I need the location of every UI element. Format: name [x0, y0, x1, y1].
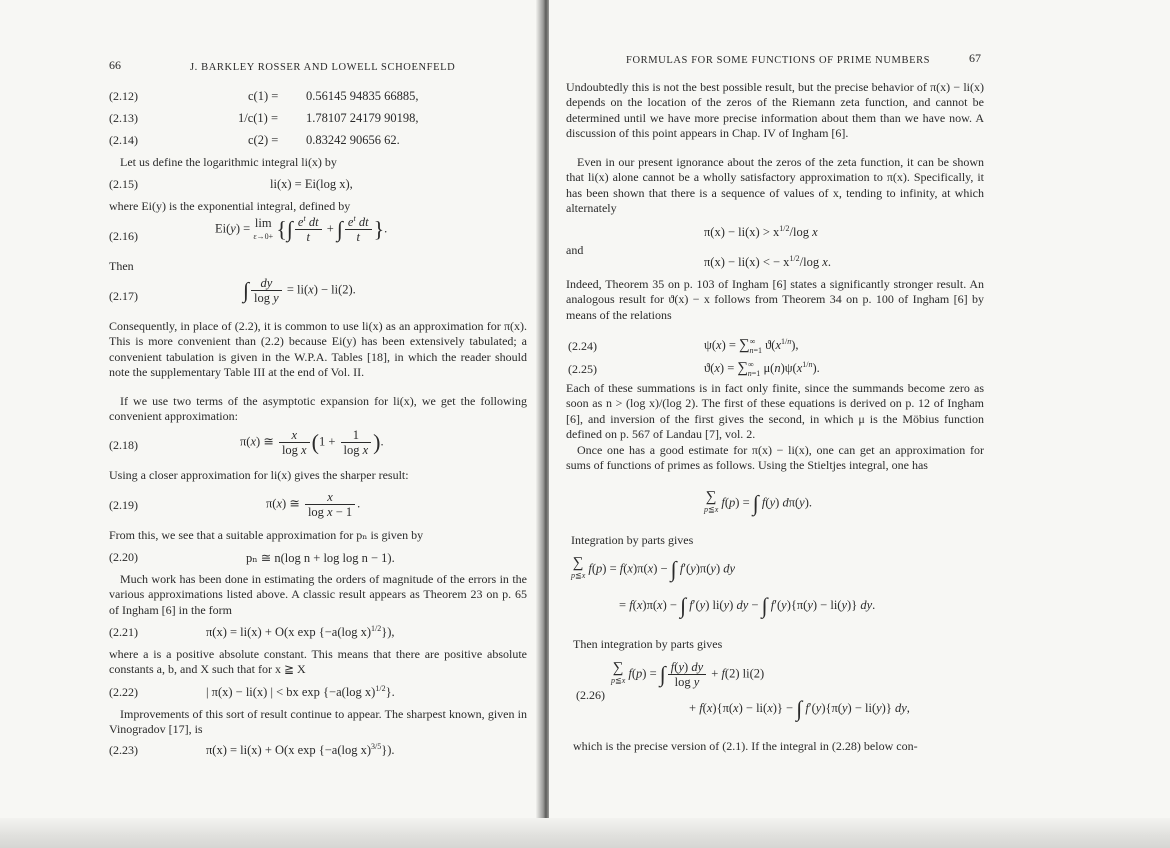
equation-number: (2.15) — [109, 177, 138, 191]
equation-2-26-line-1: ∑ p≦x f(p) = ∫ $\frac{f(y) dy}{\text{log y}}$ + f(2) li(2) — [611, 660, 765, 689]
paragraph: Indeed, Theorem 35 on p. 103 of Ingham [6] states a significantly stronger result. An analogous result for ϑ(x) − x follows from Theorem 34 on p. 100 of Ingham [6] by means of the relations — [566, 277, 984, 322]
right-page — [549, 0, 1170, 848]
paragraph: Improvements of this sort of result continue to appear. The sharpest known, given in Vinogradov [17], is — [109, 707, 527, 737]
inequality-text: π(x) − li(x) > x — [704, 225, 780, 239]
equation-theta-psi: $ϑ(x) = \sum^\infty_{n=1}$ $\mu(n)\psi(x^{1/n})$. — [704, 359, 820, 378]
equation-error-bound: | π(x) − li(x) | < bx exp {−a(log x)$^{1/2}$}. — [206, 683, 395, 699]
paragraph: Consequently, in place of (2.2), it is common to use li(x) as an approximation for π(x). This is more convenient than (2.2) because Ei(y) has been extensively tabulated; a convenient tabulation is given in the W.P.A. Tables [18], in which the reader should note the supplementary Table III at the end of Vol. II. — [109, 319, 527, 380]
equation-number: (2.23) — [109, 743, 138, 757]
running-head: FORMULAS FOR SOME FUNCTIONS OF PRIME NUMBERS — [626, 55, 931, 66]
paragraph: Integration by parts gives — [571, 533, 694, 547]
equation-number: (2.19) — [109, 498, 138, 512]
paragraph: Even in our present ignorance about the zeros of the zeta function, it can be shown that li(x) alone cannot be a wholly satisfactory approximation to π(x). Specifically, it has been shown that there is a sequence of values of x, tending to infinity, at which alternately — [566, 155, 984, 216]
paragraph: Then — [109, 259, 134, 273]
equation-number: (2.22) — [109, 685, 138, 699]
equation-number: (2.24) — [568, 339, 597, 353]
equation-rhs: 1.78107 24179 90198, — [306, 111, 419, 125]
inequality-upper: $\pi(x) - li(x) > x^{1/2}/\log$ x — [704, 223, 818, 239]
equation-number: (2.16) — [109, 229, 138, 243]
equation-number: (2.14) — [109, 133, 138, 147]
equation-text: π(x) = li(x) + O(x exp {−a(log x) — [206, 625, 372, 639]
equation-psi-theta: $\psi(x) = \sum^\infty_{n=1}$ $ϑ(x^{1/n})$, — [704, 336, 799, 355]
paragraph: Each of these summations is in fact only finite, since the summands become zero as soon as n > (log x)/(log 2). The first of these equations is derived on p. 12 of Ingham [6], and inversion of the first gives the second, in which μ is the Möbius function defined on p. 567 of Landau [7], vol. 2. — [566, 381, 984, 442]
equation-error-term: π(x) = li(x) + O(x exp {−a(log x)$^{1/2}$}), — [206, 623, 395, 639]
equation-rhs: 0.56145 94835 66885, — [306, 89, 419, 103]
equation-rhs: 0.83242 90656 62. — [306, 133, 400, 147]
running-head: J. BARKLEY ROSSER AND LOWELL SCHOENFELD — [190, 62, 456, 73]
scan-edge — [0, 818, 1170, 848]
paragraph: Much work has been done in estimating the orders of magnitude of the errors in the various approximations listed above. A classic result appears as Theorem 23 on p. 65 of Ingham [6] in the form — [109, 572, 527, 617]
equation-stieltjes: ∑ p≦x f(p) = ∫ f(y) dπ(y). — [704, 489, 813, 516]
equation-2-26-line-2: + f(x){π(x) − li(x)} − ∫ f′(y){π(y) − li(y)} dy, — [689, 696, 910, 721]
equation-li-integral: ∫ $\frac{dy}{\text{log y}}$ = li(x) − li(2). — [243, 276, 356, 305]
equation: pₙ ≅ n(log n + log log n − 1). — [246, 551, 395, 565]
equation-lhs: 1/c(1) = — [238, 111, 279, 125]
inequality-text: π(x) − li(x) < − x — [704, 255, 790, 269]
page-number: 66 — [109, 58, 121, 72]
equation: li(x) = Ei(log x), — [270, 177, 353, 191]
equation-lhs: c(1) = — [248, 89, 279, 103]
equation-number: (2.18) — [109, 438, 138, 452]
paragraph: If we use two terms of the asymptotic expansion for li(x), we get the following convenient approximation: — [109, 394, 527, 424]
page-number: 67 — [969, 51, 981, 65]
paragraph: Then integration by parts gives — [573, 637, 723, 651]
equation-ei-definition: Ei(y) = lim ε→0+ {∫ $\frac{e^t dt}{t}$ + ∫ $\frac{e^t dt}{t}$ }. — [215, 213, 388, 244]
equation-lhs: c(2) = — [248, 133, 279, 147]
equation-number: (2.21) — [109, 625, 138, 639]
equation-number: (2.12) — [109, 89, 138, 103]
conjunction: and — [566, 243, 584, 257]
inequality-lower: π(x) − li(x) < − $x^{1/2}/\log$ x. — [704, 253, 831, 269]
left-page — [0, 0, 541, 848]
equation-parts-1: ∑ p≦x f(p) = f(x)π(x) − ∫ f′(y)π(y) dy — [571, 555, 736, 582]
equation-text: π(x) = li(x) + O(x exp {−a(log x) — [206, 743, 372, 757]
paragraph: where Ei(y) is the exponential integral, defined by — [109, 199, 351, 213]
paragraph: Undoubtedly this is not the best possible result, but the precise behavior of π(x) − li(x) depends on the location of the zeros of the Riemann zeta function, and cannot be determined until we have more precise information about them than we have now. A discussion of this point appears in Chap. IV of Ingham [6]. — [566, 80, 984, 141]
equation-vinogradov: π(x) = li(x) + O(x exp {−a(log x)$^{3/5}$}). — [206, 741, 395, 757]
paragraph: where a is a positive absolute constant. This means that there are positive absolute constants a, b, and X such that for x ≧ X — [109, 647, 527, 677]
equation-number: (2.13) — [109, 111, 138, 125]
equation-number: (2.20) — [109, 550, 138, 564]
equation-number: (2.17) — [109, 289, 138, 303]
equation-sharper-approx: π(x) ≅ $\frac{x}{\text{log x − 1}}$ . — [266, 490, 361, 519]
equation-number: (2.25) — [568, 362, 597, 376]
paragraph: Once one has a good estimate for π(x) − li(x), one can get an approximation for sums of functions of primes as follows. Using the Stieltjes integral, one has — [566, 443, 984, 473]
equation-two-term-approx: π(x) ≅ $\frac{x}{\text{log x}}$ (1 + $\frac{1}{\text{log x}}$ ). — [240, 428, 384, 457]
equation-text: | π(x) − li(x) | < bx exp {−a(log x) — [206, 685, 376, 699]
paragraph: Let us define the logarithmic integral li(x) by — [120, 155, 337, 169]
paragraph: From this, we see that a suitable approximation for pₙ is given by — [109, 528, 424, 542]
equation-parts-2: = f(x)π(x) − ∫ f′(y) li(y) dy − ∫ f′(y){π(y) − li(y)} dy. — [619, 593, 876, 618]
paragraph: which is the precise version of (2.1). If the integral in (2.28) below con- — [573, 739, 918, 753]
paragraph: Using a closer approximation for li(x) gives the sharper result: — [109, 468, 409, 482]
equation-number: (2.26) — [576, 688, 605, 702]
